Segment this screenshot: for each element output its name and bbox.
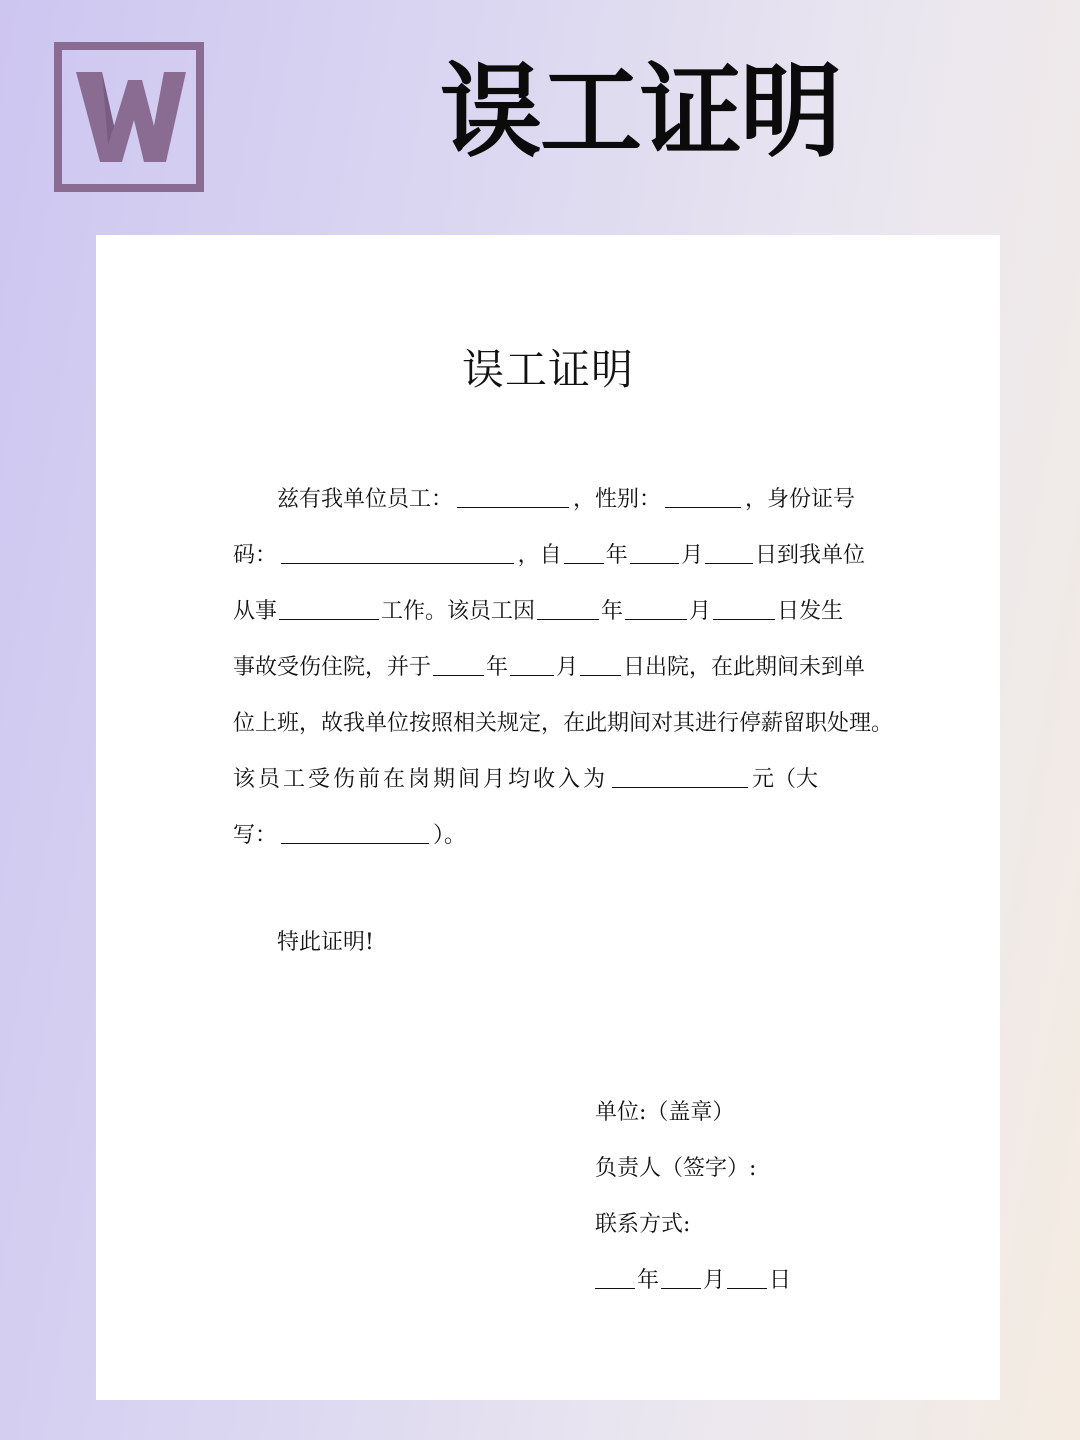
income-blank: [612, 786, 748, 788]
body-line-4: 事故受伤住院，并于 年 月 日出院，在此期间未到单: [233, 655, 865, 680]
id-number-blank: [281, 562, 514, 564]
body-line-5: 位上班，故我单位按照相关规定，在此期间对其进行停薪留职处理。: [233, 711, 894, 736]
responsible-person-label: 负责人（签字）:: [595, 1156, 757, 1181]
signature-block: [595, 1085, 791, 1309]
body-line-7: 写： ）。: [233, 823, 467, 848]
accident-day-blank: [713, 618, 775, 620]
discharge-year-blank: [433, 674, 484, 676]
sign-day-blank: [727, 1287, 767, 1289]
body-line-6: 该员工受伤前在岗期间月均收入为 元（大: [233, 767, 819, 792]
job-blank: [279, 618, 379, 620]
accident-year-blank: [537, 618, 599, 620]
body-line-2: 码： ，自 年 月 日到我单位: [233, 543, 865, 568]
document-page: [96, 235, 1000, 1400]
unit-seal-label: 单位:（盖章）: [595, 1100, 735, 1125]
document-title: 误工证明: [461, 345, 634, 394]
employee-name-blank: [457, 506, 569, 508]
banner-title: 误工证明: [440, 53, 840, 172]
income-uppercase-blank: [281, 842, 429, 844]
discharge-day-blank: [580, 674, 621, 676]
signature-date: 年 月 日: [595, 1253, 791, 1309]
word-w-logo-icon: [54, 42, 204, 192]
contact-label: 联系方式:: [595, 1212, 691, 1237]
gender-blank: [665, 506, 741, 508]
discharge-month-blank: [510, 674, 554, 676]
body-line-1: 兹有我单位员工： ，性别： ，身份证号: [277, 487, 856, 512]
sign-month-blank: [661, 1287, 701, 1289]
closing-statement: 特此证明!: [277, 930, 374, 955]
sign-year-blank: [595, 1287, 635, 1289]
document-body: [233, 472, 894, 864]
accident-month-blank: [625, 618, 687, 620]
start-month-blank: [630, 562, 680, 564]
body-line-3: 从事 工作。该员工因 年 月 日发生: [233, 599, 844, 624]
start-year-blank: [564, 562, 604, 564]
start-day-blank: [705, 562, 753, 564]
